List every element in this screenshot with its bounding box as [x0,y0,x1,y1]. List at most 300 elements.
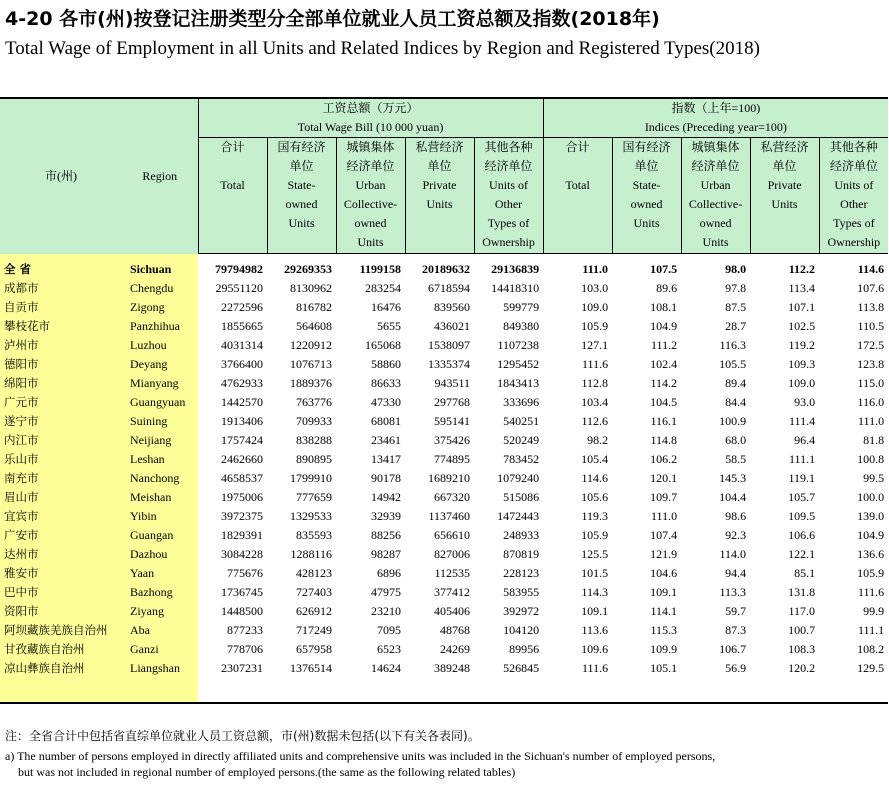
row-value-cell: 835593 [296,528,332,542]
row-region-cn: 绵阳市 [0,374,122,393]
row-value-cell: 113.4 [788,281,816,295]
row-value-cell: 727403 [296,585,332,599]
row-region-cn: 凉山彝族自治州 [0,659,122,678]
row-value-cell: 47975 [371,585,401,599]
header-index-group-cn: 指数（上年=100) [671,101,761,115]
header-col-text: Collective- [343,197,398,211]
row-region-en: Neijiang [122,431,198,450]
header-col-text: Other [840,197,868,211]
row-value-cell: 96.4 [794,433,816,447]
row-value-cell: 97.8 [725,281,747,295]
table-row [0,374,888,393]
table-bottom-padding [0,678,888,703]
header-col-text: Urban [700,178,731,192]
row-value-cell: 119.2 [788,338,816,352]
header-col-text: Units of [834,178,874,192]
row-value-cell: 626912 [296,604,332,618]
row-value-cell: 111.6 [858,585,885,599]
padding-cell [681,678,750,703]
header-col-text: owned [285,197,318,211]
row-value-cell: 1913406 [221,414,263,428]
row-value-cell: 85.1 [794,566,816,580]
row-value-cell: 248933 [503,528,540,542]
row-value-cell: 1855665 [221,319,263,333]
header-col-text: 其他各种 [829,140,878,154]
header-col-text: State- [632,178,661,192]
row-value-cell: 98.0 [725,262,747,276]
row-value-cell: 120.2 [788,661,816,675]
row-region-en: Meishan [122,488,198,507]
row-value-cell: 104.4 [719,490,747,504]
header-col-text: Units [357,235,384,249]
row-region-cn: 全 省 [0,254,122,280]
table-row [0,583,888,602]
row-value-cell: 139.0 [857,509,885,523]
row-value-cell: 165068 [365,338,401,352]
row-value-cell: 107.1 [788,300,816,314]
header-col-text: 经济单位 [829,159,878,173]
row-value-cell: 98.6 [725,509,747,523]
header-col-text: Ownership [827,235,881,249]
header-col-text: 私营经济 [760,140,809,154]
row-region-cn: 内江市 [0,431,122,450]
row-value-cell: 583955 [503,585,540,599]
row-value-cell: 1079240 [497,471,540,485]
header-col-text: 单位 [427,159,452,173]
header-col-text: 单位 [634,159,659,173]
row-value-cell: 783452 [503,452,540,466]
row-value-cell: 3084228 [221,547,263,561]
header-region-cn: 市(州) [0,98,122,254]
row-value-cell: 107.5 [650,262,678,276]
row-region-en: Aba [122,621,198,640]
row-region-cn: 南充市 [0,469,122,488]
row-value-cell: 1137460 [428,509,470,523]
row-value-cell: 4762933 [221,376,263,390]
row-value-cell: 778706 [227,642,263,656]
row-value-cell: 1799910 [290,471,332,485]
row-value-cell: 119.3 [581,509,609,523]
row-value-cell: 1538097 [428,338,470,352]
table-row [0,393,888,412]
row-value-cell: 116.3 [719,338,747,352]
row-value-cell: 20189632 [422,262,470,276]
row-value-cell: 890895 [296,452,332,466]
table-row [0,412,888,431]
header-col-text: owned [630,197,663,211]
row-region-cn: 资阳市 [0,602,122,621]
row-value-cell: 777659 [296,490,332,504]
row-value-cell: 108.1 [650,300,678,314]
row-value-cell: 48768 [440,623,470,637]
row-value-cell: 1472443 [497,509,540,523]
row-value-cell: 657958 [296,642,332,656]
row-value-cell: 377412 [434,585,470,599]
row-value-cell: 101.5 [581,566,609,580]
row-value-cell: 827006 [434,547,470,561]
row-value-cell: 87.3 [725,623,747,637]
row-value-cell: 58.5 [725,452,747,466]
row-value-cell: 98287 [371,547,401,561]
row-value-cell: 2462660 [221,452,263,466]
table-row [0,298,888,317]
header-col-index-3 [750,138,819,254]
row-value-cell: 109.9 [650,642,678,656]
row-region-en: Mianyang [122,374,198,393]
note-en-line1: a) The number of persons employed in directly affiliated units and comprehensive units was included in the Sichuan's number of employed persons, [5,749,716,763]
header-index-group-en: Indices (Preceding year=100) [644,120,787,134]
padding-cell [543,678,612,703]
row-region-cn: 雅安市 [0,564,122,583]
row-value-cell: 109.0 [788,376,816,390]
wage-table [0,97,888,704]
row-value-cell: 1288116 [290,547,332,561]
row-value-cell: 112535 [434,566,470,580]
header-col-text: owned [354,216,387,230]
row-region-cn: 甘孜藏族自治州 [0,640,122,659]
table-row [0,640,888,659]
table-body [0,254,888,704]
header-col-text: Urban [355,178,386,192]
header-col-text: Private [422,178,457,192]
row-value-cell: 94.4 [725,566,747,580]
row-value-cell: 90178 [371,471,401,485]
row-value-cell: 109.3 [788,357,816,371]
table-row [0,545,888,564]
row-region-cn: 眉山市 [0,488,122,507]
row-value-cell: 520249 [503,433,540,447]
row-value-cell: 717249 [296,623,332,637]
row-region-cn: 乐山市 [0,450,122,469]
row-value-cell: 29269353 [284,262,332,276]
row-value-cell: 28.7 [725,319,747,333]
row-region-en: Chengdu [122,279,198,298]
padding-cell [198,678,267,703]
row-value-cell: 877233 [227,623,263,637]
row-value-cell: 763776 [296,395,332,409]
row-value-cell: 1829391 [221,528,263,542]
header-col-text: Units [426,197,453,211]
row-value-cell: 87.5 [725,300,747,314]
header-wage-group-cn: 工资总额（万元） [322,101,419,115]
row-value-cell: 838288 [296,433,332,447]
header-col-text: Units [702,235,729,249]
header-col-text: 单位 [772,159,797,173]
row-value-cell: 100.0 [857,490,885,504]
row-value-cell: 1295452 [497,357,540,371]
row-region-cn: 泸州市 [0,336,122,355]
header-group-row [0,98,888,138]
row-value-cell: 29136839 [491,262,540,276]
header-col-text: Units [771,197,798,211]
row-value-cell: 99.9 [863,604,885,618]
header-col-text: Total [220,178,245,192]
row-value-cell: 109.1 [581,604,609,618]
row-value-cell: 89.6 [656,281,678,295]
row-value-cell: 1975006 [221,490,263,504]
row-value-cell: 16476 [371,300,401,314]
table-row [0,602,888,621]
header-col-index-4 [819,138,888,254]
row-value-cell: 105.4 [581,452,609,466]
row-value-cell: 1329533 [290,509,332,523]
row-value-cell: 105.1 [650,661,678,675]
row-value-cell: 564608 [296,319,332,333]
header-col-text: 经济单位 [346,159,395,173]
header-col-text: 经济单位 [691,159,740,173]
padding-cell [612,678,681,703]
row-value-cell: 1376514 [290,661,332,675]
row-value-cell: 105.6 [581,490,609,504]
table-row [0,507,888,526]
row-region-en: Bazhong [122,583,198,602]
row-region-cn: 广元市 [0,393,122,412]
row-value-cell: 599779 [503,300,540,314]
table-row [0,488,888,507]
row-value-cell: 816782 [296,300,332,314]
row-value-cell: 105.9 [857,566,885,580]
row-value-cell: 122.1 [788,547,816,561]
header-wage-group-en: Total Wage Bill (10 000 yuan) [297,120,444,134]
row-value-cell: 24269 [440,642,470,656]
row-value-cell: 114.6 [857,262,885,276]
row-value-cell: 109.0 [581,300,609,314]
row-region-cn: 德阳市 [0,355,122,374]
table-row [0,659,888,678]
row-value-cell: 111.0 [582,262,609,276]
row-region-en: Guangyuan [122,393,198,412]
row-value-cell: 389248 [434,661,470,675]
header-col-text: Units of [489,178,529,192]
row-value-cell: 839560 [434,300,470,314]
row-value-cell: 125.5 [581,547,609,561]
row-value-cell: 870819 [503,547,540,561]
row-value-cell: 111.1 [788,452,816,466]
row-value-cell: 111.1 [858,623,885,637]
row-value-cell: 526845 [503,661,540,675]
header-index-group [543,98,888,138]
header-col-text: 合计 [565,140,590,154]
header-col-index-2 [681,138,750,254]
header-col-text: Total [565,178,590,192]
table-row [0,355,888,374]
row-value-cell: 709933 [296,414,332,428]
row-region-en: Deyang [122,355,198,374]
row-value-cell: 6718594 [428,281,470,295]
row-value-cell: 111.0 [858,414,885,428]
row-value-cell: 121.9 [650,547,678,561]
row-region-en: Nanchong [122,469,198,488]
row-value-cell: 105.5 [719,357,747,371]
row-value-cell: 100.9 [719,414,747,428]
row-value-cell: 123.8 [857,357,885,371]
header-wage-group [198,98,543,138]
row-value-cell: 667320 [434,490,470,504]
row-value-cell: 4031314 [221,338,263,352]
row-value-cell: 1220912 [290,338,332,352]
row-value-cell: 297768 [434,395,470,409]
header-region-en: Region [122,98,198,254]
header-col-text: Units [633,216,660,230]
row-value-cell: 79794982 [215,262,263,276]
row-value-cell: 8130962 [290,281,332,295]
row-value-cell: 93.0 [794,395,816,409]
row-region-en: Yibin [122,507,198,526]
row-value-cell: 116.0 [857,395,885,409]
row-value-cell: 106.2 [650,452,678,466]
header-col-text: 城镇集体 [346,140,395,154]
note-en-line2: but was not included in regional number of employed persons.(the same as the following related tables) [18,765,516,779]
row-value-cell: 131.8 [788,585,816,599]
row-value-cell: 29551120 [215,281,263,295]
row-value-cell: 3972375 [221,509,263,523]
row-value-cell: 1335374 [428,357,470,371]
row-region-en: Sichuan [122,254,198,280]
padding-cell [474,678,543,703]
header-col-text: Ownership [482,235,535,249]
header-col-text: 其他各种 [484,140,533,154]
row-value-cell: 105.9 [581,319,609,333]
header-col-text: Private [767,178,802,192]
table-row [0,317,888,336]
row-value-cell: 114.2 [650,376,678,390]
table-row [0,431,888,450]
row-value-cell: 111.6 [581,661,609,675]
row-region-cn: 巴中市 [0,583,122,602]
header-col-wage-1 [267,138,336,254]
padding-cell [750,678,819,703]
header-col-text [199,157,267,176]
header-col-wage-0 [198,138,267,254]
row-value-cell: 111.6 [581,357,609,371]
table-row [0,336,888,355]
row-value-cell: 104.9 [650,319,678,333]
row-value-cell: 228123 [503,566,540,580]
row-value-cell: 595141 [434,414,470,428]
row-value-cell: 114.8 [650,433,678,447]
table-row [0,469,888,488]
row-region-en: Ganzi [122,640,198,659]
row-value-cell: 107.6 [857,281,885,295]
row-region-en: Ziyang [122,602,198,621]
row-value-cell: 1199158 [359,262,401,276]
header-col-text: 经济单位 [484,159,533,173]
header-col-index-0 [543,138,612,254]
row-region-cn: 广安市 [0,526,122,545]
row-value-cell: 6523 [377,642,401,656]
row-value-cell: 3766400 [221,357,263,371]
row-value-cell: 110.5 [857,319,885,333]
row-value-cell: 111.2 [650,338,678,352]
row-value-cell: 1448500 [221,604,263,618]
row-value-cell: 104.6 [650,566,678,580]
row-region-cn: 遂宁市 [0,412,122,431]
table-row [0,279,888,298]
table-row [0,526,888,545]
row-value-cell: 23210 [371,604,401,618]
row-value-cell: 106.6 [788,528,816,542]
row-region-en: Yaan [122,564,198,583]
row-value-cell: 112.6 [581,414,609,428]
row-value-cell: 1843413 [497,376,540,390]
row-value-cell: 13417 [371,452,401,466]
row-value-cell: 5655 [377,319,401,333]
row-value-cell: 47330 [371,395,401,409]
row-value-cell: 114.1 [650,604,678,618]
row-value-cell: 1076713 [290,357,332,371]
row-value-cell: 68081 [371,414,401,428]
row-value-cell: 136.6 [857,547,885,561]
row-value-cell: 100.7 [788,623,816,637]
row-value-cell: 103.4 [581,395,609,409]
header-col-text: Types of [487,216,530,230]
row-value-cell: 774895 [434,452,470,466]
row-region-en: Zigong [122,298,198,317]
row-value-cell: 100.8 [857,452,885,466]
row-value-cell: 14624 [371,661,401,675]
row-value-cell: 114.0 [719,547,747,561]
row-value-cell: 283254 [365,281,401,295]
table-row [0,254,888,280]
row-value-cell: 145.3 [719,471,747,485]
header-col-text: Types of [833,216,875,230]
row-value-cell: 2307231 [221,661,263,675]
row-value-cell: 88256 [371,528,401,542]
row-value-cell: 108.3 [788,642,816,656]
header-col-text: 城镇集体 [691,140,740,154]
row-value-cell: 113.8 [857,300,885,314]
row-value-cell: 23461 [371,433,401,447]
padding-cell [122,678,198,703]
row-value-cell: 98.2 [587,433,609,447]
padding-cell [819,678,888,703]
row-value-cell: 119.1 [788,471,816,485]
row-value-cell: 1689210 [428,471,470,485]
row-value-cell: 1107238 [497,338,540,352]
row-value-cell: 107.4 [650,528,678,542]
row-value-cell: 104.9 [857,528,885,542]
padding-cell [405,678,474,703]
row-value-cell: 1757424 [221,433,263,447]
row-value-cell: 104120 [503,623,540,637]
row-value-cell: 109.6 [581,642,609,656]
row-value-cell: 172.5 [857,338,885,352]
header-col-text: 国有经济 [277,140,326,154]
table-title-en: Total Wage of Employment in all Units and Related Indices by Region and Registered Types(2018) [5,38,760,59]
header-col-wage-4 [474,138,543,254]
row-value-cell: 58860 [371,357,401,371]
row-value-cell: 109.1 [650,585,678,599]
row-value-cell: 81.8 [863,433,885,447]
row-region-cn: 自贡市 [0,298,122,317]
row-value-cell: 99.5 [863,471,885,485]
row-region-en: Liangshan [122,659,198,678]
row-value-cell: 849380 [503,319,540,333]
row-value-cell: 102.5 [788,319,816,333]
row-value-cell: 127.1 [581,338,609,352]
row-value-cell: 7095 [377,623,401,637]
row-value-cell: 392972 [503,604,540,618]
row-region-en: Luzhou [122,336,198,355]
padding-cell [336,678,405,703]
row-region-en: Panzhihua [122,317,198,336]
row-value-cell: 428123 [296,566,332,580]
row-value-cell: 405406 [434,604,470,618]
header-col-text [544,157,612,176]
header-col-text: State- [287,178,316,192]
row-value-cell: 114.6 [581,471,609,485]
row-value-cell: 109.7 [650,490,678,504]
